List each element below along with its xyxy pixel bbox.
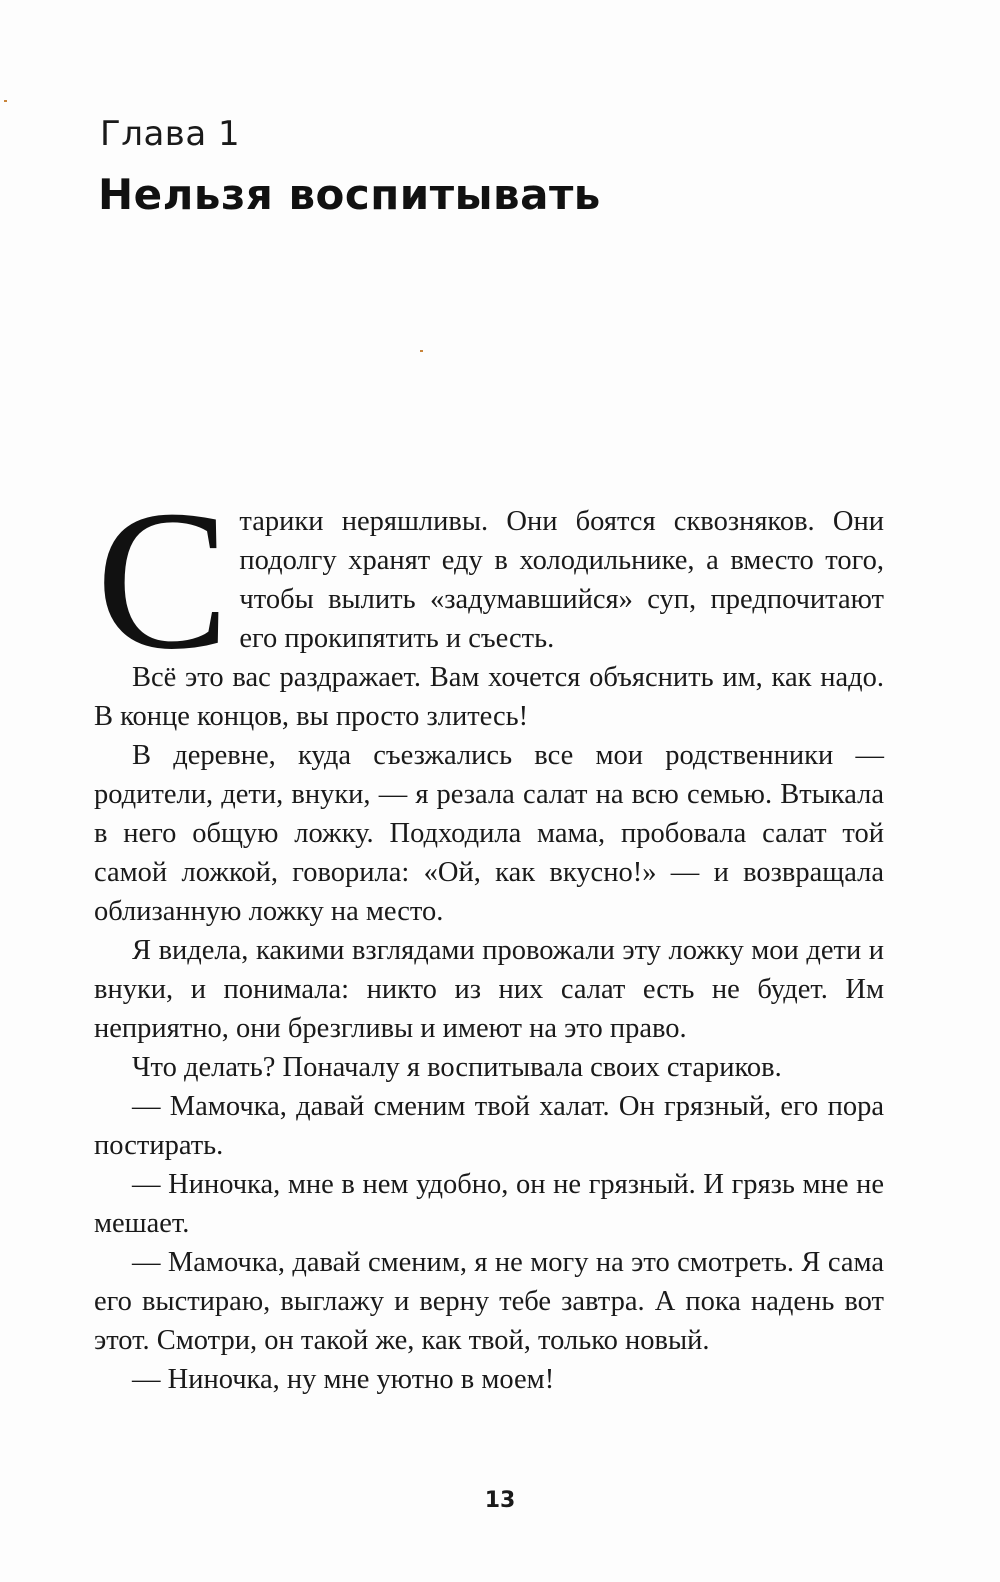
page-number: 13	[484, 1488, 516, 1513]
dialogue-line-4: — Ниночка, ну мне уютно в моем!	[132, 1364, 555, 1395]
scan-speck	[4, 100, 7, 102]
paragraph-3: В деревне, куда съезжались все мои родственники — родители, дети, внуки, — я резала салат на всю семью. Втыкала в него общую ложку. Подходила мама, пробовала салат той самой ложкой, говорила: «Ой, как вкусно!» — и возвращала облизанную ложку на место.	[94, 740, 884, 927]
paragraph-1-text: тарики неряшливы. Они боятся сквозняков. Они подолгу хранят еду в холодильнике, а вместо того, чтобы вылить «задумавшийся» суп, предпочитают его прокипятить и съесть.	[239, 506, 884, 654]
paragraph-1	[94, 470, 884, 691]
paragraph-4: Я видела, какими взглядами провожали эту ложку мои дети и внуки, и понимала: никто из них салат есть не будет. Им неприятно, они брезгливы и имеют на это право.	[94, 935, 884, 1044]
paragraph-5: Что делать? Поначалу я воспитывала своих стариков.	[132, 1052, 782, 1083]
dialogue-line-2: — Ниночка, мне в нем удобно, он не грязный. И грязь мне не мешает.	[94, 1169, 884, 1239]
chapter-body	[94, 470, 884, 1399]
chapter-label: Глава 1	[100, 114, 241, 154]
dialogue-line-3: — Мамочка, давай сменим, я не могу на это смотреть. Я сама его выстираю, выглажу и верну тебе завтра. А пока надень вот этот. Смотри, он такой же, как твой, только новый.	[94, 1247, 884, 1356]
dialogue-line-1: — Мамочка, давай сменим твой халат. Он грязный, его пора постирать.	[94, 1091, 884, 1161]
paragraph-2: Всё это вас раздражает. Вам хочется объяснить им, как надо. В конце концов, вы просто злитесь!	[94, 662, 884, 732]
scan-speck	[420, 350, 423, 352]
drop-cap: С	[96, 470, 230, 691]
chapter-title: Нельзя воспитывать	[98, 170, 601, 219]
